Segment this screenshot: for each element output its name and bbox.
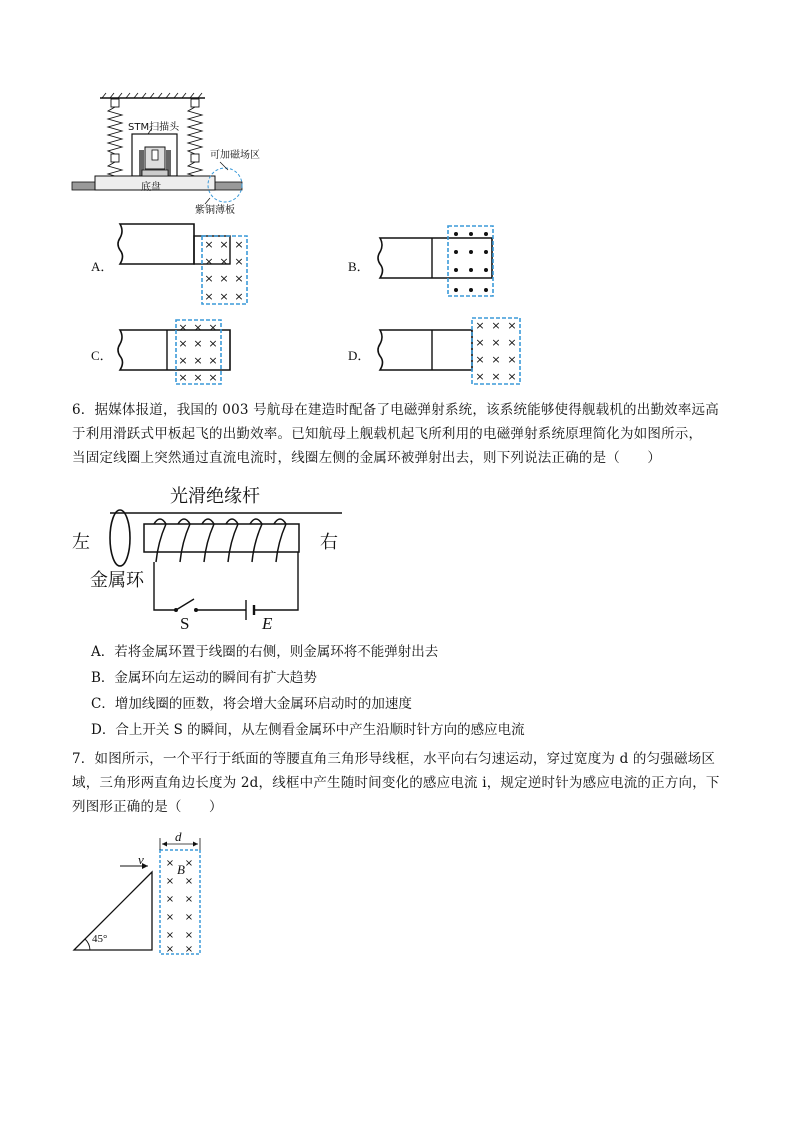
svg-text:×: × — [491, 336, 501, 349]
svg-text:×: × — [184, 894, 194, 905]
svg-text:×: × — [208, 371, 218, 384]
svg-text:×: × — [184, 944, 194, 955]
q5-option-b-figure — [372, 222, 502, 302]
q6-stem — [72, 398, 732, 470]
q6-ring-label: 金属环 — [90, 570, 144, 591]
svg-text:×: × — [234, 255, 244, 268]
q6-option-a: A．若将金属环置于线圈的右侧，则金属环将不能弹射出去 — [91, 644, 439, 660]
q6-left-label: 左 — [72, 532, 90, 553]
q6-battery-label: E — [262, 614, 273, 633]
q7-field-label: B — [177, 862, 185, 877]
svg-text:×: × — [234, 238, 244, 251]
q5-option-a-label: A． — [91, 259, 114, 274]
triangle-frame — [74, 872, 152, 950]
q7-width-label: d — [175, 829, 182, 844]
stm-magnetic-zone-label: 可加磁场区 — [210, 150, 260, 161]
svg-text:×: × — [234, 272, 244, 285]
svg-text:×: × — [507, 353, 517, 366]
q6-option-d: D．合上开关 S 的瞬间，从左侧看金属环中产生沿顺时针方向的感应电流 — [91, 722, 525, 738]
svg-text:×: × — [507, 319, 517, 332]
svg-text:×: × — [234, 290, 244, 303]
q5-option-c-figure — [112, 316, 242, 388]
svg-text:×: × — [193, 337, 203, 350]
svg-text:×: × — [178, 371, 188, 384]
q6-stem-line-3: 当固定线圈上突然通过直流电流时，线圈左侧的金属环被弹射出去，则下列说法正确的是（ ） — [72, 450, 662, 466]
svg-text:×: × — [475, 336, 485, 349]
svg-text:×: × — [178, 337, 188, 350]
svg-text:×: × — [193, 371, 203, 384]
q5-option-a-figure — [112, 220, 252, 308]
svg-text:×: × — [208, 337, 218, 350]
q5-option-d-figure — [372, 316, 532, 388]
svg-text:×: × — [178, 354, 188, 367]
svg-text:×: × — [491, 353, 501, 366]
svg-text:×: × — [184, 876, 194, 887]
svg-text:×: × — [475, 353, 485, 366]
svg-text:×: × — [219, 255, 229, 268]
q6-rod-label: 光滑绝缘杆 — [170, 486, 260, 507]
svg-text:×: × — [184, 930, 194, 941]
svg-text:×: × — [165, 944, 175, 955]
q6-stem-line-1: 6．据媒体报道，我国的 003 号航母在建造时配备了电磁弹射系统，该系统能够使得舰载机的出勤效率远高 — [72, 402, 719, 418]
svg-text:×: × — [165, 876, 175, 887]
q5-option-b-label: B． — [348, 259, 370, 274]
q6-option-c: C．增加线圈的匝数，将会增大金属环启动时的加速度 — [91, 696, 412, 712]
svg-text:×: × — [208, 354, 218, 367]
svg-text:×: × — [204, 272, 214, 285]
svg-text:×: × — [165, 894, 175, 905]
svg-text:×: × — [475, 319, 485, 332]
svg-text:×: × — [178, 321, 188, 334]
q6-stem-line-2: 于利用滑跃式甲板起飞的出勤效率。已知航母上舰载机起飞所利用的电磁弹射系统原理简化为如图所示， — [72, 426, 703, 442]
svg-text:×: × — [475, 370, 485, 383]
svg-text:×: × — [491, 370, 501, 383]
svg-text:×: × — [165, 858, 175, 869]
stm-scan-head-label: STM扫描头 — [128, 122, 180, 133]
svg-text:×: × — [184, 858, 194, 869]
svg-text:×: × — [165, 930, 175, 941]
metal-ring — [110, 510, 130, 566]
stm-copper-plate-label: 紫铜薄板 — [195, 205, 235, 216]
q5-option-c-label: C． — [91, 348, 113, 363]
q6-right-label: 右 — [320, 532, 338, 553]
q6-option-b: B．金属环向左运动的瞬间有扩大趋势 — [91, 670, 317, 686]
svg-text:×: × — [204, 290, 214, 303]
q7-stem-line-1: 7．如图所示，一个平行于纸面的等腰直角三角形导线框，水平向右匀速运动，穿过宽度为 d 的匀强磁场区 — [72, 751, 716, 767]
svg-text:×: × — [184, 912, 194, 923]
svg-text:×: × — [219, 238, 229, 251]
svg-text:×: × — [219, 290, 229, 303]
q5-option-d-label: D． — [348, 348, 371, 363]
coil-core — [144, 524, 299, 552]
q7-stem-line-3: 列图形正确的是（ ） — [72, 799, 223, 815]
svg-text:×: × — [219, 272, 229, 285]
q7-velocity-label: v — [138, 852, 144, 867]
svg-text:×: × — [204, 255, 214, 268]
svg-text:×: × — [204, 238, 214, 251]
svg-text:×: × — [193, 321, 203, 334]
svg-text:×: × — [208, 321, 218, 334]
q7-stem-line-2: 域，三角形两直角边长度为 2d，线框中产生随时间变化的感应电流 i，规定逆时针为感应电流的正方向，下 — [72, 775, 720, 791]
coil-windings — [154, 519, 286, 562]
stm-base-label: 底盘 — [141, 182, 161, 193]
svg-text:×: × — [507, 370, 517, 383]
q7-stem — [72, 747, 732, 819]
svg-text:×: × — [507, 336, 517, 349]
svg-text:×: × — [193, 354, 203, 367]
q6-switch-label: S — [180, 614, 190, 633]
svg-text:×: × — [491, 319, 501, 332]
svg-text:×: × — [165, 912, 175, 923]
q7-angle-label: 45° — [92, 933, 108, 945]
